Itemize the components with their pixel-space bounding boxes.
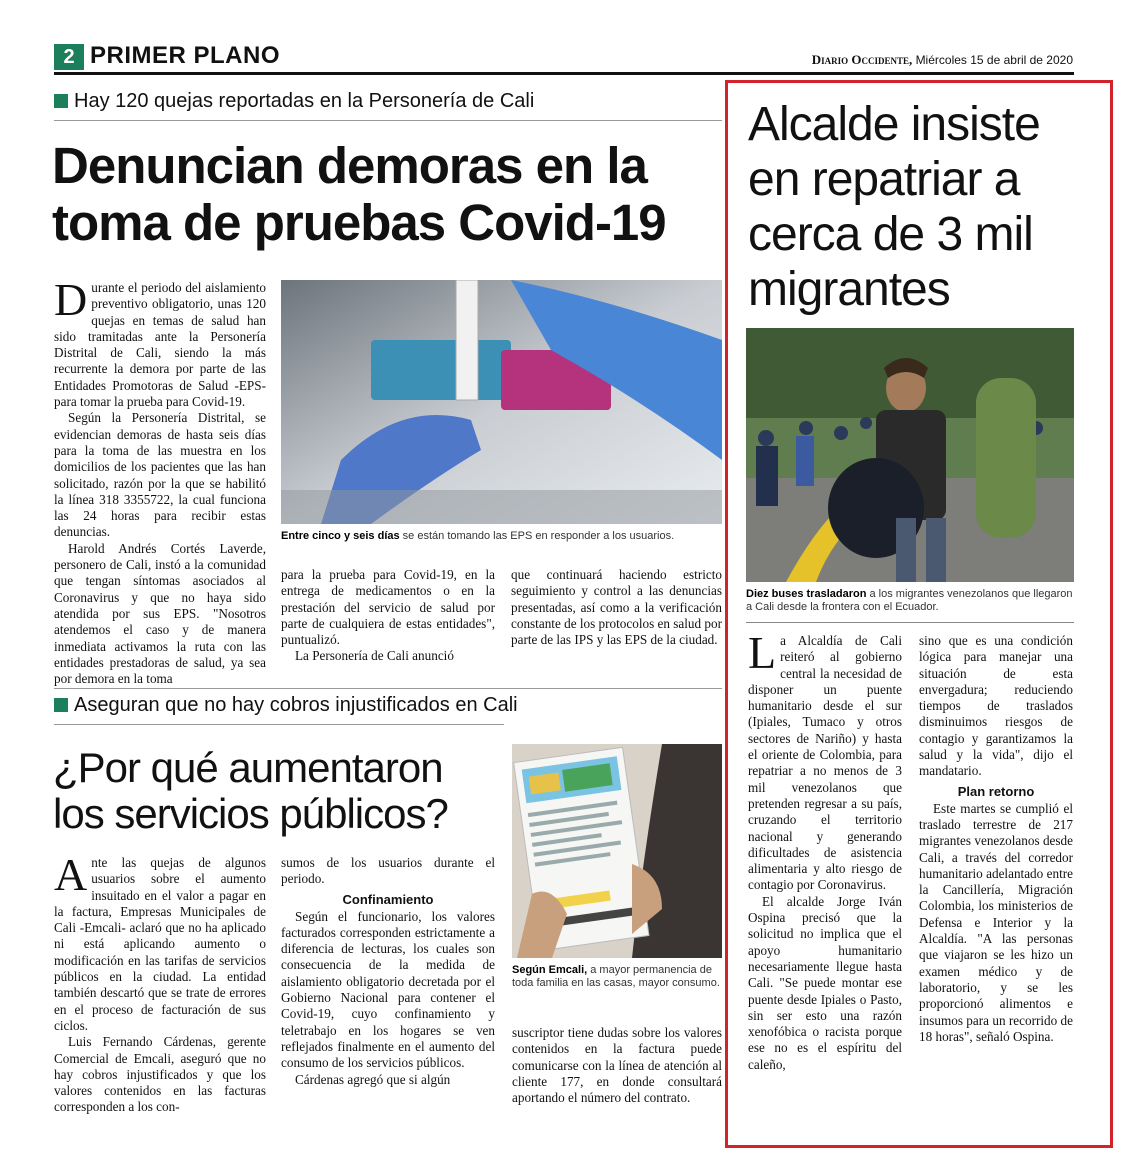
story1-paragraph: para la prueba para Covid-19, en la entrega de medicamentos o en la prestación del servicio de salud por parte de cualquiera de estas entidades", puntualizó. — [281, 567, 495, 648]
caption-lead: Según Emcali, — [512, 964, 588, 976]
story2-paragraph: Luis Fernando Cárdenas, gerente Comercial de Emcali, aseguró que no hay cobros injustificados y que los valores contenidos en las facturas corresponden a los con- — [54, 1034, 266, 1115]
sidebar-caption — [746, 588, 1074, 614]
section-title: PRIMER PLANO — [90, 42, 281, 69]
caption-text: a mayor permanencia de toda familia en las casas, mayor consumo. — [512, 964, 720, 989]
migrants-photo — [746, 328, 1074, 582]
kicker-divider — [54, 120, 722, 121]
story2-kicker-text: Aseguran que no hay cobros injustificados en Cali — [74, 694, 518, 716]
dropcap: L — [748, 627, 777, 678]
story1-column-2 — [281, 567, 495, 665]
story1-kicker — [54, 90, 534, 113]
story1-paragraph: La Personería de Cali anunció — [295, 648, 454, 664]
caption-lead: Entre cinco y seis días — [281, 530, 400, 542]
story2-paragraph: suscriptor tiene dudas sobre los valores contenidos en la factura puede comunicarse con la línea de atención al cliente 177, en donde consultará aportando el número del contrato. — [512, 1025, 722, 1106]
caption-text: a los migrantes venezolanos que llegaron a Cali desde la frontera con el Ecuador. — [746, 588, 1073, 613]
invoice-photo — [512, 744, 722, 958]
page-number: 2 — [54, 44, 84, 70]
story1-paragraph: urante el periodo del aislamiento preventivo obligatorio, unas 120 quejas en temas de salud han sido tramitadas ante la Personería Distrital de Cali, siendo la más recurrente la demora por parte de las Entidades Promotoras de Salud -EPS- para tomar la prueba para Covid-19. — [54, 280, 266, 410]
story2-paragraph: Cárdenas agregó que si algún — [295, 1071, 451, 1087]
caption-lead: Diez buses trasladaron — [746, 588, 867, 600]
kicker-square-icon — [54, 698, 68, 712]
story2-column-2 — [281, 855, 495, 1088]
story2-column-3 — [512, 1025, 722, 1106]
story1-headline: Denuncian demoras en la toma de pruebas Covid-19 — [52, 137, 666, 251]
story2-headline: ¿Por qué aumentaron los servicios públicos? — [53, 744, 448, 837]
sidebar-paragraph: a Alcaldía de Cali reiteró al gobierno central la necesidad de disponer un puente humanitario desde el sur (Ipiales, Tumaco y otros sectores de Nariño) y hasta el oriente de Colombia, para repatriar a no menos de 3 mil venezolanos que pretenden regresar a su país, cruzando el territorio nacional y generando dificultades de asistencia alimentaria y alto riesgo de contagio por Coronavirus. — [748, 633, 902, 893]
paper-name: Diario Occidente, — [811, 52, 913, 67]
caption-text: se están tomando las EPS en responder a los usuarios. — [399, 530, 675, 542]
story2-paragraph: Según el funcionario, los valores facturados corresponden estrictamente a diferencia de lecturas, los cuales son consecuencia de la medida de aislamiento obligatorio decretada por el Gobierno Nacional para contener el Covid-19, cuyo confinamiento y teletrabajo en los hogares se ven reflejados finalmente en el aumento del consumo de los servicios públicos. — [281, 908, 495, 1071]
sidebar-column-2 — [919, 633, 1073, 1045]
story1-paragraph: Harold Andrés Cortés Laverde, personero de Cali, instó a la comunidad que tengan síntomas asociados al Coronavirus y que no haya sido atendida por sus EPS. "Nosotros atendemos el caso y de manera inmediata activamos la ruta con las entidades prestadoras de salud, ya sea por demora en la toma — [54, 540, 266, 687]
caption-rule — [746, 622, 1074, 623]
story2-subhead: Confinamiento — [342, 891, 434, 907]
section-divider — [54, 688, 722, 689]
story2-paragraph: sumos de los usuarios durante el periodo. — [281, 855, 495, 887]
story2-kicker — [54, 694, 518, 717]
sidebar-column-1 — [748, 627, 902, 1073]
story2-paragraph: nte las quejas de algunos usuarios sobre el aumento insuitado en el valor a pagar en la factura, Empresas Municipales de Cali -Emcali- aclaró que no ha aplicado ni está aplicando aumento o modificación en las tarifas de servicios públicos en la ciudad. La entidad también descartó que se trate de errores en el proceso de facturación de sus ciclos. — [54, 855, 266, 1033]
story2-caption — [512, 964, 722, 990]
kicker-square-icon — [54, 94, 68, 108]
sidebar-headline: Alcalde insiste en repatriar a cerca de 3 mil migrantes — [748, 98, 1040, 316]
sidebar-paragraph: sino que es una condición lógica para manejar una situación de esta envergadura; reduciendo tiempos de traslados disminuimos riesgos de contagio y garantizamos la salud y la vida", dijo el mandatario. — [919, 633, 1073, 779]
dropcap: D — [54, 274, 88, 325]
story1-caption — [281, 530, 722, 543]
sidebar-subhead: Plan retorno — [957, 783, 1035, 799]
sidebar-paragraph: El alcalde Jorge Iván Ospina precisó que la solicitud no implica que el apoyo humanitario necesariamente llegue hasta Cali. "Se puede montar ese puente desde Ipiales o Pasto, sin ser esto una razón xenofóbica o racista porque ese no es el espíritu del caleño, — [748, 893, 902, 1072]
dropcap: A — [54, 849, 88, 900]
story1-kicker-text: Hay 120 quejas reportadas en la Personería de Cali — [74, 90, 535, 112]
story2-column-1 — [54, 849, 266, 1116]
lab-test-photo — [281, 280, 722, 524]
header-rule — [54, 72, 1074, 75]
kicker-divider — [54, 724, 504, 725]
story1-paragraph: que continuará haciendo estricto seguimiento y control a las denuncias presentadas, así como a la verificación constante de los protocolos en salud por parte de las IPS y las EPS de la ciudad. — [511, 567, 722, 648]
story1-column-1 — [54, 274, 266, 687]
story1-column-3 — [511, 567, 722, 648]
sidebar-paragraph: Este martes se cumplió el traslado terrestre de 217 migrantes venezolanos desde Cali, a través del corredor humanitario adelantado entre la Cancillería, Migración Colombia, los ministerios de Defensa e Interior y la Alcaldía. "A las personas que viajaron se les hizo un examen médico y de laboratorio, y se les proporcionó alimentos e insumos para un recorrido de 18 horas", señaló Ospina. — [919, 800, 1073, 1044]
issue-date: Miércoles 15 de abril de 2020 — [915, 53, 1073, 67]
masthead-date — [812, 52, 1073, 68]
story1-paragraph: Según la Personería Distrital, se evidencian demoras de hasta seis días para la toma de las muestra en los domicilios de los pacientes que las han solicitado, razón por la que se habilitó la línea 318 3355722, la cual funciona las 24 horas para recibir estas denuncias. — [54, 410, 266, 540]
